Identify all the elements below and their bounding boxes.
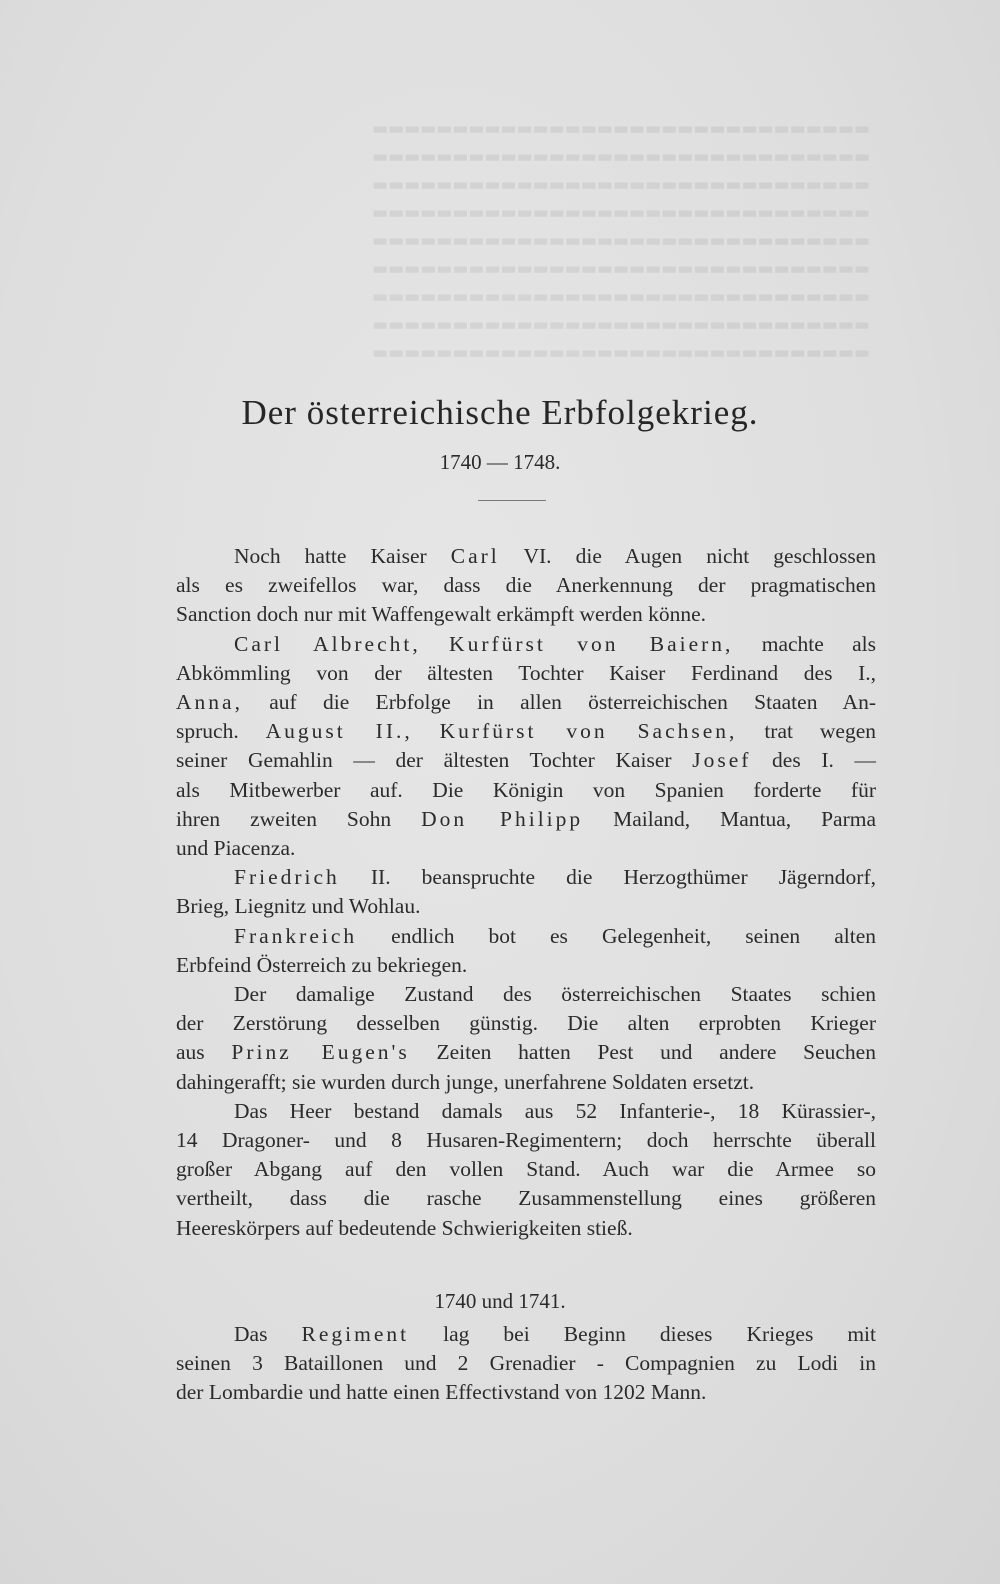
text-line: [176, 776, 876, 805]
emphasized-name: Friedrich: [234, 865, 340, 890]
body-text: [176, 542, 876, 1243]
text-segment: Brieg, Liegnitz und Wohlau.: [176, 894, 421, 919]
text-segment: aus: [176, 1040, 232, 1065]
text-line: [176, 1097, 876, 1126]
text-segment: Erbfeind Österreich zu bekriegen.: [176, 952, 468, 977]
text-line: [176, 863, 876, 892]
text-segment: VI. die Augen nicht geschlossen: [499, 544, 877, 568]
text-segment: Zeiten hatten Pest und andere Seuchen: [409, 1040, 876, 1065]
emphasized-name: Anna,: [176, 690, 243, 715]
text-segment: seiner Gemahlin — der ältesten Tochter Kaiser: [176, 748, 693, 773]
chapter-title: Der österreichische Erbfolgekrieg.: [241, 393, 759, 432]
text-segment: großer Abgang auf den vollen Stand. Auch war die Armee so: [176, 1157, 876, 1182]
emphasized-name: Josef: [692, 748, 752, 773]
emphasized-name: Kurfürst von Sachsen,: [439, 719, 738, 744]
text-segment: dahingerafft; sie wurden durch junge, unerfahrene Soldaten ersetzt.: [176, 1069, 755, 1094]
text-segment: trat wegen: [737, 719, 877, 744]
emphasized-name: Don Philipp: [421, 806, 584, 831]
paragraph: [176, 922, 876, 980]
text-line: [176, 1378, 876, 1407]
text-line: [176, 1038, 876, 1067]
text-segment: Der damalige Zustand des österreichischen Staates schien: [234, 982, 876, 1007]
text-segment: der Zerstörung desselben günstig. Die alten erprobten Krieger: [176, 1011, 876, 1036]
text-line: [176, 1320, 876, 1349]
text-line: [176, 892, 876, 921]
emphasized-name: Kurfürst von Baiern,: [449, 631, 734, 656]
text-line: [176, 542, 876, 571]
chapter-years: 1740 — 1748.: [439, 450, 561, 474]
text-segment: spruch.: [176, 719, 266, 744]
text-segment: und Piacenza.: [176, 836, 296, 861]
text-segment: vertheilt, dass die rasche Zusammenstellung eines größeren: [176, 1186, 876, 1211]
section-body-text: [176, 1320, 876, 1408]
bleed-through-text: ▬▬▬▬▬▬▬▬▬▬▬▬▬▬▬▬▬▬▬▬▬▬▬▬▬▬▬▬▬▬▬ ▬▬▬▬▬▬▬▬▬▬▬▬▬▬▬▬▬▬▬▬▬▬▬▬▬▬▬▬▬▬▬ ▬▬▬▬▬▬▬▬▬▬▬▬▬▬▬▬▬▬▬▬▬▬▬▬▬▬▬▬▬▬▬ ▬▬▬▬▬▬▬▬▬▬▬▬▬▬▬▬▬▬▬▬▬▬▬▬▬▬▬▬▬▬▬ ▬▬▬▬▬▬▬▬▬▬▬▬▬▬▬▬▬▬▬▬▬▬▬▬▬▬▬▬▬▬▬ ▬▬▬▬▬▬▬▬▬▬▬▬▬▬▬▬▬▬▬▬▬▬▬▬▬▬▬▬▬▬▬ ▬▬▬▬▬▬▬▬▬▬▬▬▬▬▬▬▬▬▬▬▬▬▬▬▬▬▬▬▬▬▬ ▬▬▬▬▬▬▬▬▬▬▬▬▬▬▬▬▬▬▬▬▬▬▬▬▬▬▬▬▬▬▬ ▬▬▬▬▬▬▬▬▬▬▬▬▬▬▬▬▬▬▬▬▬▬▬▬▬▬▬▬▬▬▬: [372, 119, 870, 363]
text-line: [176, 1068, 876, 1097]
paragraph: [176, 630, 876, 864]
text-line: [176, 805, 876, 834]
text-line: [176, 1184, 876, 1213]
text-line: [176, 717, 876, 746]
text-segment: endlich bot es Gelegenheit, seinen alten: [357, 923, 876, 948]
paragraph: [176, 1320, 876, 1408]
text-segment: Das Heer bestand damals aus 52 Infanterie-, 18 Kürassier-,: [234, 1098, 876, 1123]
text-line: [176, 1155, 876, 1184]
emphasized-name: Regiment: [301, 1322, 410, 1346]
text-line: [176, 922, 876, 951]
emphasized-name: Carl Albrecht,: [234, 631, 421, 656]
text-line: [176, 571, 876, 600]
paragraph: [176, 542, 876, 630]
section-heading: 1740 und 1741.: [434, 1289, 566, 1313]
text-segment: machte als: [733, 631, 876, 656]
text-segment: auf die Erbfolge in allen österreichischen Staaten An-: [242, 690, 876, 715]
emphasized-name: Carl: [450, 544, 500, 568]
text-segment: seinen 3 Bataillonen und 2 Grenadier - Compagnien zu Lodi in: [176, 1351, 876, 1376]
text-segment: Mailand, Mantua, Parma: [583, 806, 876, 831]
text-line: [176, 659, 876, 688]
paragraph: [176, 863, 876, 921]
text-segment: lag bei Beginn dieses Krieges mit: [409, 1322, 877, 1346]
text-line: [176, 1214, 876, 1243]
text-line: [176, 1349, 876, 1378]
text-line: [176, 834, 876, 863]
text-segment: [413, 719, 440, 743]
emphasized-name: Prinz Eugen's: [231, 1040, 410, 1065]
text-line: [176, 600, 876, 629]
text-segment: Das: [234, 1322, 302, 1346]
text-segment: Sanction doch nur mit Waffengewalt erkämpft werden könne.: [176, 602, 707, 627]
text-segment: ihren zweiten Sohn: [176, 806, 422, 831]
text-line: [176, 980, 876, 1009]
text-line: [176, 630, 876, 659]
text-line: [176, 746, 876, 775]
text-segment: als Mitbewerber auf. Die Königin von Spanien forderte für: [176, 777, 876, 802]
divider-rule: [478, 500, 546, 501]
emphasized-name: Frankreich: [234, 923, 358, 948]
emphasized-name: August II.,: [265, 719, 413, 744]
text-segment: als es zweifellos war, dass die Anerkennung der pragmatischen: [176, 573, 876, 598]
text-segment: Abkömmling von der ältesten Tochter Kaiser Ferdinand des I.,: [176, 660, 876, 685]
text-line: [176, 1126, 876, 1155]
text-segment: II. beanspruchte die Herzogthümer Jägerndorf,: [339, 865, 876, 890]
text-segment: des I. —: [751, 748, 876, 773]
text-segment: 14 Dragoner- und 8 Husaren-Regimentern; doch herrschte überall: [176, 1128, 876, 1153]
text-line: [176, 1009, 876, 1038]
paragraph: [176, 980, 876, 1097]
text-segment: der Lombardie und hatte einen Effectivstand von 1202 Mann.: [176, 1380, 707, 1405]
text-segment: [421, 632, 449, 656]
text-line: [176, 688, 876, 717]
text-segment: Heereskörpers auf bedeutende Schwierigkeiten stieß.: [176, 1215, 633, 1240]
text-segment: Noch hatte Kaiser: [234, 544, 451, 568]
paragraph: [176, 1097, 876, 1243]
text-line: [176, 951, 876, 980]
